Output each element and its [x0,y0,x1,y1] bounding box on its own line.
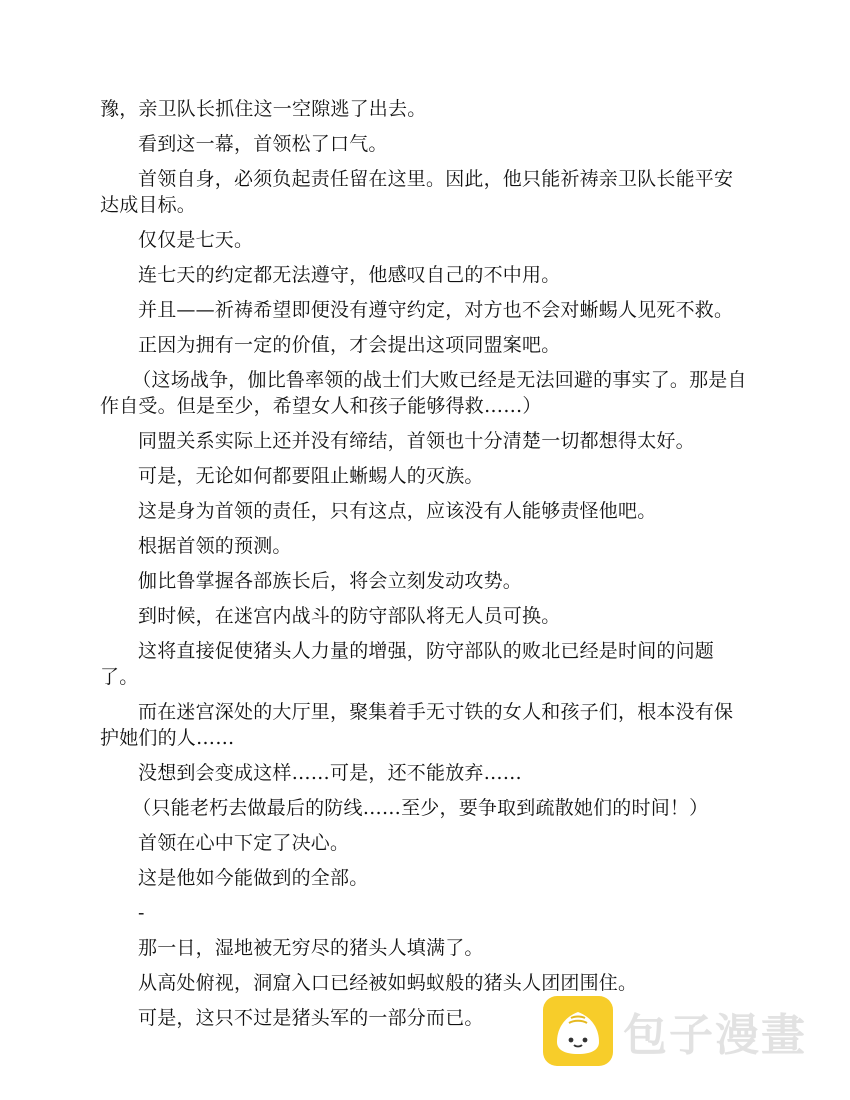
paragraph-4: 仅仅是七天。 [138,229,254,251]
paragraph-13: 伽比鲁掌握各部族长后，将会立刻发动攻势。 [138,570,523,592]
section-separator: - [138,902,145,924]
paragraph-20: 这是他如今能做到的全部。 [138,867,369,889]
paragraph-7: 正因为拥有一定的价值，才会提出这项同盟案吧。 [138,334,561,356]
paragraph-11: 这是身为首领的责任，只有这点，应该没有人能够责怪他吧。 [138,500,657,522]
paragraph-19: 首领在心中下定了决心。 [138,832,350,854]
paragraph-14: 到时候，在迷宫内战斗的防守部队将无人员可换。 [138,605,561,627]
document-body [100,96,750,1040]
paragraph-1: 豫，亲卫队长抓住这一空隙逃了出去。 [100,98,427,120]
paragraph-10: 可是，无论如何都要阻止蜥蜴人的灭族。 [138,465,484,487]
paragraph-6: 并且——祈祷希望即便没有遵守约定，对方也不会对蜥蜴人见死不救。 [138,299,734,321]
watermark-text: 包子漫畫 [623,1010,807,1061]
paragraph-17: 没想到会变成这样……可是，还不能放弃…… [138,762,523,784]
bun-mascot-icon [543,996,613,1066]
paragraph-22: 从高处俯视，洞窟入口已经被如蚂蚁般的猪头人团团围住。 [138,972,638,994]
paragraph-3: 首领自身，必须负起责任留在这里。因此，他只能祈祷亲卫队长能平安达成目标。 [100,168,734,216]
watermark [543,996,807,1066]
paragraph-18: （只能老朽去做最后的防线……至少，要争取到疏散她们的时间！） [132,797,709,819]
paragraph-2: 看到这一幕，首领松了口气。 [138,133,388,155]
paragraph-8: （这场战争，伽比鲁率领的战士们大败已经是无法回避的事实了。那是自作自受。但是至少，希望女人和孩子能够得救……） [100,369,747,417]
paragraph-23: 可是，这只不过是猪头军的一部分而已。 [138,1007,484,1029]
paragraph-21: 那一日，湿地被无穷尽的猪头人填满了。 [138,937,484,959]
paragraph-9: 同盟关系实际上还并没有缔结，首领也十分清楚一切都想得太好。 [138,430,695,452]
paragraph-16: 而在迷宫深处的大厅里，聚集着手无寸铁的女人和孩子们，根本没有保护她们的人…… [100,701,734,749]
paragraph-5: 连七天的约定都无法遵守，他感叹自己的不中用。 [138,264,561,286]
paragraph-15: 这将直接促使猪头人力量的增强，防守部队的败北已经是时间的问题了。 [100,640,715,688]
paragraph-12: 根据首领的预测。 [138,535,292,557]
